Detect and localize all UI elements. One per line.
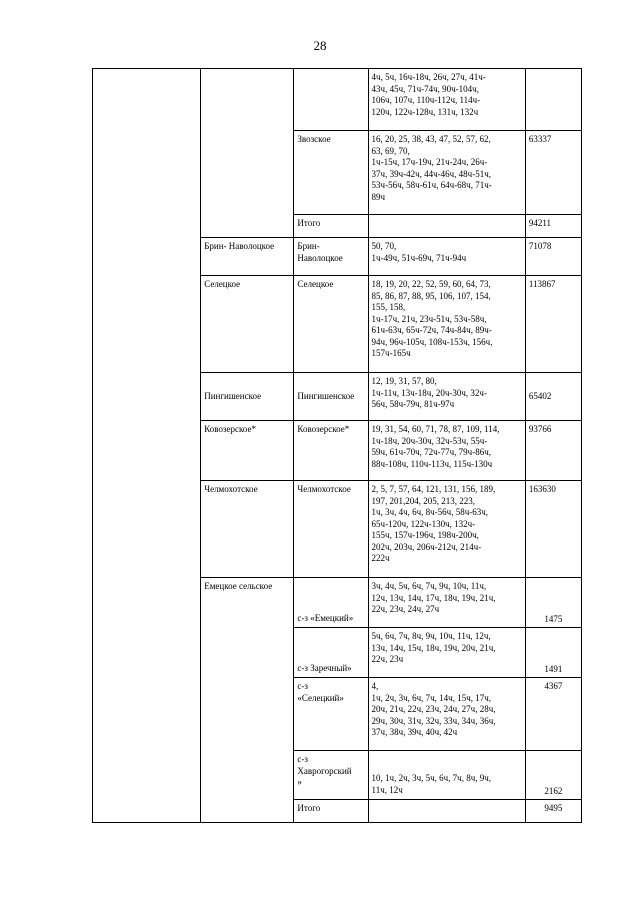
area-cell: 4367 <box>525 678 581 751</box>
area-cell: 1475 <box>525 578 581 628</box>
quarter-numbers-cell: 2, 5, 7, 57, 64, 121, 131, 156, 189, 197, 201,204, 205, 213, 223, 1ч, 3ч, 4ч, 6ч, 8ч-56ч, 58ч-63ч, 65ч-120ч, 122ч-130ч, 132ч- 155ч, 157ч-196ч, 198ч-200ч, 202ч, 203ч, 206ч-212ч, 214ч- 222ч <box>368 481 525 578</box>
quarter-numbers-cell: 4, 1ч, 2ч, 3ч, 6ч, 7ч, 14ч, 15ч, 17ч, 20ч, 21ч, 22ч, 23ч, 24ч, 27ч, 28ч, 29ч, 30ч, 31ч, 32ч, 33ч, 34ч, 36ч, 37ч, 38ч, 39ч, 40ч, 42ч <box>368 678 525 751</box>
quarter-numbers-cell: 50, 70, 1ч-49ч, 51ч-69ч, 71ч-94ч <box>368 238 525 276</box>
quarter-numbers-cell: 3ч, 4ч, 5ч, 6ч, 7ч, 9ч, 10ч, 11ч, 12ч, 13ч, 14ч, 17ч, 18ч, 19ч, 21ч, 22ч, 23ч, 24ч, 27ч <box>368 578 525 628</box>
district-cell: Челмохотское <box>201 481 294 578</box>
area-cell: 113867 <box>525 276 581 373</box>
area-cell: 94211 <box>525 215 581 238</box>
forestry-cell: Ковозерское* <box>294 421 368 481</box>
quarter-numbers-cell: 4ч, 5ч, 16ч-18ч, 26ч, 27ч, 41ч- 43ч, 45ч, 71ч-74ч, 90ч-104ч, 106ч, 107ч, 110ч-112ч, 114ч- 120ч, 122ч-128ч, 131ч, 132ч <box>368 69 525 131</box>
district-cell: Пингишенское <box>201 373 294 421</box>
region-cell <box>93 69 201 823</box>
table-row <box>93 69 582 131</box>
page-number: 28 <box>313 38 327 53</box>
area-cell: 1491 <box>525 628 581 678</box>
area-cell: 71078 <box>525 238 581 276</box>
area-cell: 93766 <box>525 421 581 481</box>
forestry-cell: Пингишенское <box>294 373 368 421</box>
forestry-cell: с-з «Селецкий» <box>294 678 368 751</box>
quarter-numbers-cell: 18, 19, 20, 22, 52, 59, 60, 64, 73, 85, 86, 87, 88, 95, 106, 107, 154, 155, 158, 1ч-17ч, 21ч, 23ч-51ч, 53ч-58ч, 61ч-63ч, 65ч-72ч, 74ч-84ч, 89ч- 94ч, 96ч-105ч, 108ч-153ч, 156ч, 157ч-165ч <box>368 276 525 373</box>
district-cell <box>201 69 294 238</box>
district-cell: Брин- Наволоцкое <box>201 238 294 276</box>
forestry-cell: с-з Хаврогорский » <box>294 751 368 800</box>
quarter-numbers-cell: 12, 19, 31, 57, 80, 1ч-11ч, 13ч-18ч, 20ч-30ч, 32ч- 56ч, 58ч-79ч, 81ч-97ч <box>368 373 525 421</box>
forestry-cell: с-з «Емецкий» <box>294 578 368 628</box>
area-cell: 63337 <box>525 131 581 215</box>
forestry-cell: Брин- Наволоцкое <box>294 238 368 276</box>
district-cell: Ковозерское* <box>201 421 294 481</box>
subtotal-label: Итого <box>294 215 368 238</box>
forestry-cell: Селецкое <box>294 276 368 373</box>
area-cell: 2162 <box>525 751 581 800</box>
quarter-numbers-cell <box>368 215 525 238</box>
area-cell: 163630 <box>525 481 581 578</box>
quarter-numbers-cell: 10, 1ч, 2ч, 3ч, 5ч, 6ч, 7ч, 8ч, 9ч, 11ч, 12ч <box>368 751 525 800</box>
subtotal-label: Итого <box>294 800 368 823</box>
quarter-numbers-cell: 19, 31, 54, 60, 71, 78, 87, 109, 114, 1ч-18ч, 20ч-30ч, 32ч-53ч, 55ч- 59ч, 61ч-70ч, 72ч-77ч, 79ч-86ч, 88ч-108ч, 110ч-113ч, 115ч-130ч <box>368 421 525 481</box>
quarter-numbers-cell <box>368 800 525 823</box>
area-cell: 9495 <box>525 800 581 823</box>
forestry-cell <box>294 69 368 131</box>
forestry-quarters-table <box>92 68 582 823</box>
forestry-cell: Челмохотское <box>294 481 368 578</box>
area-cell <box>525 69 581 131</box>
district-cell: Селецкое <box>201 276 294 373</box>
area-cell: 65402 <box>525 373 581 421</box>
district-cell: Емецкое сельское <box>201 578 294 823</box>
quarter-numbers-cell: 5ч, 6ч, 7ч, 8ч, 9ч, 10ч, 11ч, 12ч, 13ч, 14ч, 15ч, 18ч, 19ч, 20ч, 21ч, 22ч, 23ч <box>368 628 525 678</box>
forestry-cell: Звозское <box>294 131 368 215</box>
quarter-numbers-cell: 16, 20, 25, 38, 43, 47, 52, 57, 62, 63, 69, 70, 1ч-15ч, 17ч-19ч, 21ч-24ч, 26ч- 37ч, 39ч-42ч, 44ч-46ч, 48ч-51ч, 53ч-56ч, 58ч-61ч, 64ч-68ч, 71ч- 89ч <box>368 131 525 215</box>
forestry-cell: с-з Заречный» <box>294 628 368 678</box>
